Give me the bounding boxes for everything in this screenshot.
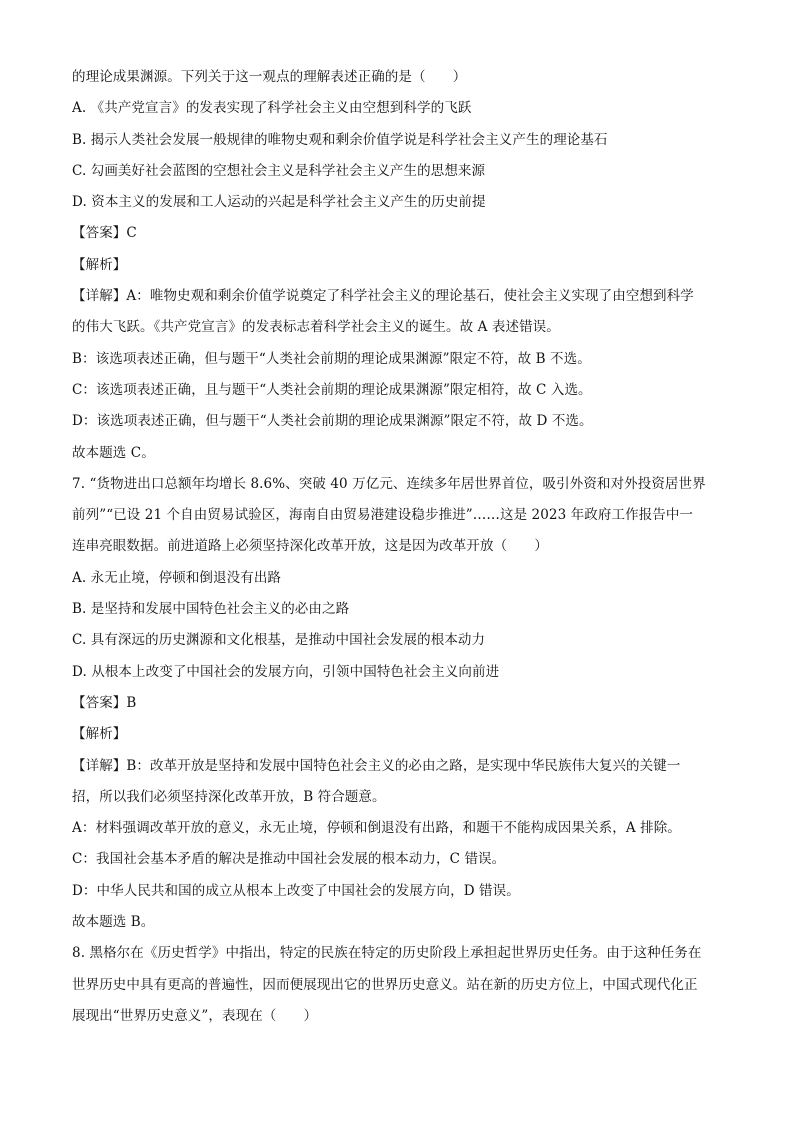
question-7-text: 连串亮眼数据。前进道路上必须坚持深化改革开放，这是因为改革开放（ ） xyxy=(72,538,548,555)
option-b: B. 揭示人类社会发展一般规律的唯物史观和剩余价值学说是科学社会主义产生的理论基石 xyxy=(72,131,608,148)
conclusion-line: 故本题选 C。 xyxy=(72,444,155,461)
answer-line: 【答案】C xyxy=(72,225,137,242)
option-b: B. 是坚持和发展中国特色社会主义的必由之路 xyxy=(72,601,350,618)
explanation-line: 招，所以我们必须坚持深化改革开放，B 符合题意。 xyxy=(72,788,386,805)
question-7-text: 前列”“已设 21 个自由贸易试验区，海南自由贸易港建设稳步推进”……这是 2023 年政府工作报告中一 xyxy=(72,507,694,524)
question-7-text: 7. “货物进出口总额年均增长 8.6%、突破 40 万亿元、连续多年居世界首位，吸引外资和对外投资居世界 xyxy=(72,475,706,492)
explanation-line: 【详解】A：唯物史观和剩余价值学说奠定了科学社会主义的理论基石，使社会主义实现了由空想到科学 xyxy=(72,288,694,305)
analysis-heading: 【解析】 xyxy=(72,256,127,273)
explanation-line: 的伟大飞跃。《共产党宣言》的发表标志着科学社会主义的诞生。故 A 表述错误。 xyxy=(72,319,560,336)
explanation-line: B：该选项表述正确，但与题干“人类社会前期的理论成果渊源”限定不符，故 B 不选。 xyxy=(72,350,591,367)
option-a: A. 《共产党宣言》的发表实现了科学社会主义由空想到科学的飞跃 xyxy=(72,100,472,117)
explanation-line: C：该选项表述正确，且与题干“人类社会前期的理论成果渊源”限定相符，故 C 入选。 xyxy=(72,381,592,398)
question-8-text: 世界历史中具有更高的普遍性，因而便展现出它的世界历史意义。站在新的历史方位上，中国式现代化正 xyxy=(72,976,698,993)
explanation-line: D：该选项表述正确，但与题干“人类社会前期的理论成果渊源”限定不符，故 D 不选。 xyxy=(72,413,593,430)
explanation-line: A：材料强调改革开放的意义，永无止境，停顿和倒退没有出路，和题干不能构成因果关系，A 排除。 xyxy=(72,820,681,837)
text-line: 的理论成果渊源。下列关于这一观点的理解表述正确的是（ ） xyxy=(72,69,467,85)
explanation-line: C：我国社会基本矛盾的解决是推动中国社会发展的根本动力，C 错误。 xyxy=(72,851,506,868)
explanation-line: D：中华人民共和国的成立从根本上改变了中国社会的发展方向，D 错误。 xyxy=(72,882,520,899)
explanation-line: 【详解】B：改革开放是坚持和发展中国特色社会主义的必由之路，是实现中华民族伟大复兴的关键一 xyxy=(72,757,681,774)
option-a: A. 永无止境，停顿和倒退没有出路 xyxy=(72,569,282,586)
analysis-heading: 【解析】 xyxy=(72,726,127,743)
option-c: C. 勾画美好社会蓝图的空想社会主义是科学社会主义产生的思想来源 xyxy=(72,162,486,179)
answer-line: 【答案】B xyxy=(72,694,137,711)
option-d: D. 资本主义的发展和工人运动的兴起是科学社会主义产生的历史前提 xyxy=(72,194,486,211)
option-c: C. 具有深远的历史渊源和文化根基，是推动中国社会发展的根本动力 xyxy=(72,632,486,649)
option-d: D. 从根本上改变了中国社会的发展方向，引领中国特色社会主义向前进 xyxy=(72,663,500,680)
conclusion-line: 故本题选 B。 xyxy=(72,914,155,931)
question-8-text: 展现出“世界历史意义”，表现在（ ） xyxy=(72,1007,318,1024)
question-8-text: 8. 黑格尔在《历史哲学》中指出，特定的民族在特定的历史阶段上承担起世界历史任务。由于这种任务在 xyxy=(72,945,702,962)
